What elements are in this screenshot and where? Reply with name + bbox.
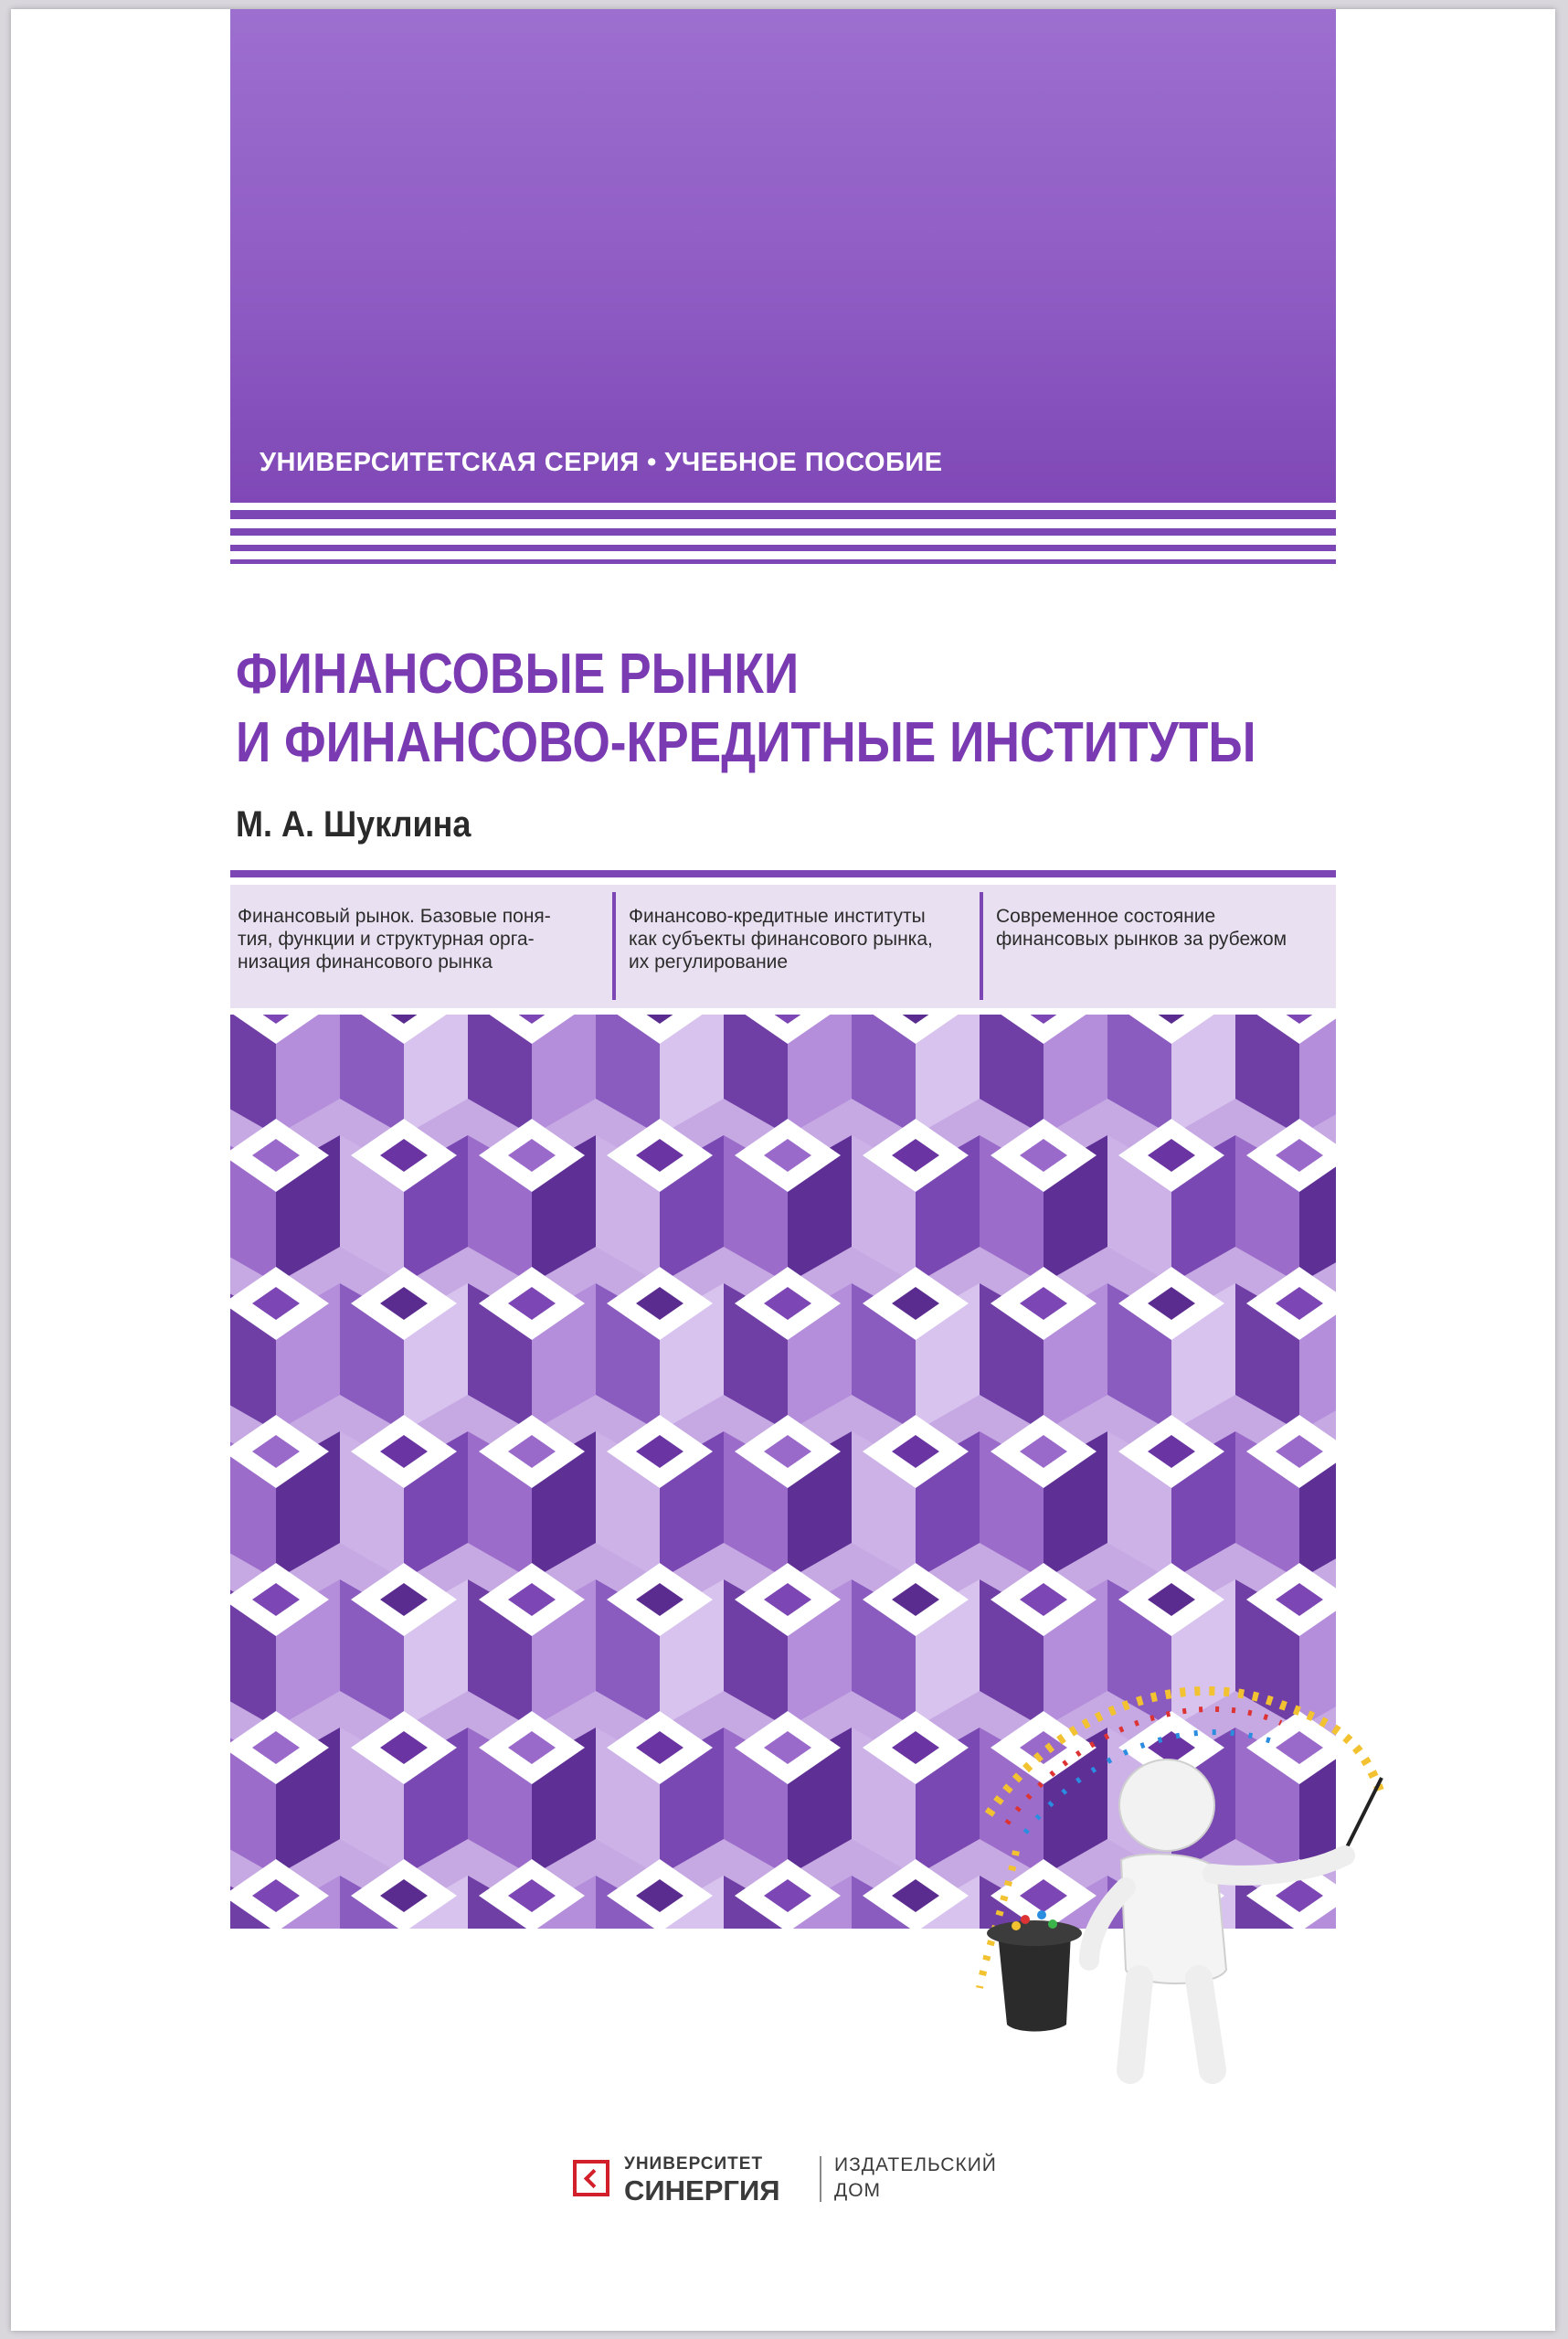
series-banner <box>230 9 1336 503</box>
banner-stripe <box>230 559 1336 564</box>
book-title-line: И ФИНАНСОВО-КРЕДИТНЫЕ ИНСТИТУТЫ <box>236 711 1256 774</box>
topics-strip <box>230 885 1336 1008</box>
topics-rule <box>230 870 1336 877</box>
book-author: М. А. Шуклина <box>236 804 471 845</box>
topic-line: низация финансового рынка <box>238 952 493 973</box>
book-title <box>236 640 1256 777</box>
banner-stripe <box>230 510 1336 519</box>
topic-3 <box>996 905 1287 951</box>
banner-stripe <box>230 545 1336 551</box>
logo-divider <box>820 2156 821 2202</box>
topic-line: тия, функции и структурная орга- <box>238 929 535 950</box>
topic-divider <box>612 892 616 1000</box>
topic-line: Финансово-кредитные институты <box>629 906 926 927</box>
imprint-line2: ДОМ <box>834 2180 882 2201</box>
topic-line: как субъекты финансового рынка, <box>629 929 933 950</box>
topic-line: их регулирование <box>629 952 789 973</box>
topic-line: финансовых рынков за рубежом <box>996 929 1287 950</box>
imprint-line1: ИЗДАТЕЛЬСКИЙ <box>834 2154 997 2175</box>
book-cover <box>11 9 1555 2331</box>
topic-line: Финансовый рынок. Базовые поня- <box>238 906 551 927</box>
topic-divider <box>980 892 983 1000</box>
topic-line: Современное состояние <box>996 906 1216 927</box>
synergy-logo-icon <box>573 2160 609 2196</box>
publisher-line2: СИНЕРГИЯ <box>624 2174 780 2206</box>
banner-stripe <box>230 528 1336 536</box>
series-label: УНИВЕРСИТЕТСКАЯ СЕРИЯ • УЧЕБНОЕ ПОСОБИЕ <box>260 448 943 477</box>
book-title-line: ФИНАНСОВЫЕ РЫНКИ <box>236 643 800 706</box>
topic-1 <box>238 905 551 973</box>
magician-figure-illustration <box>952 1668 1446 2089</box>
topic-2 <box>629 905 933 973</box>
publisher-line1: УНИВЕРСИТЕТ <box>624 2154 764 2174</box>
